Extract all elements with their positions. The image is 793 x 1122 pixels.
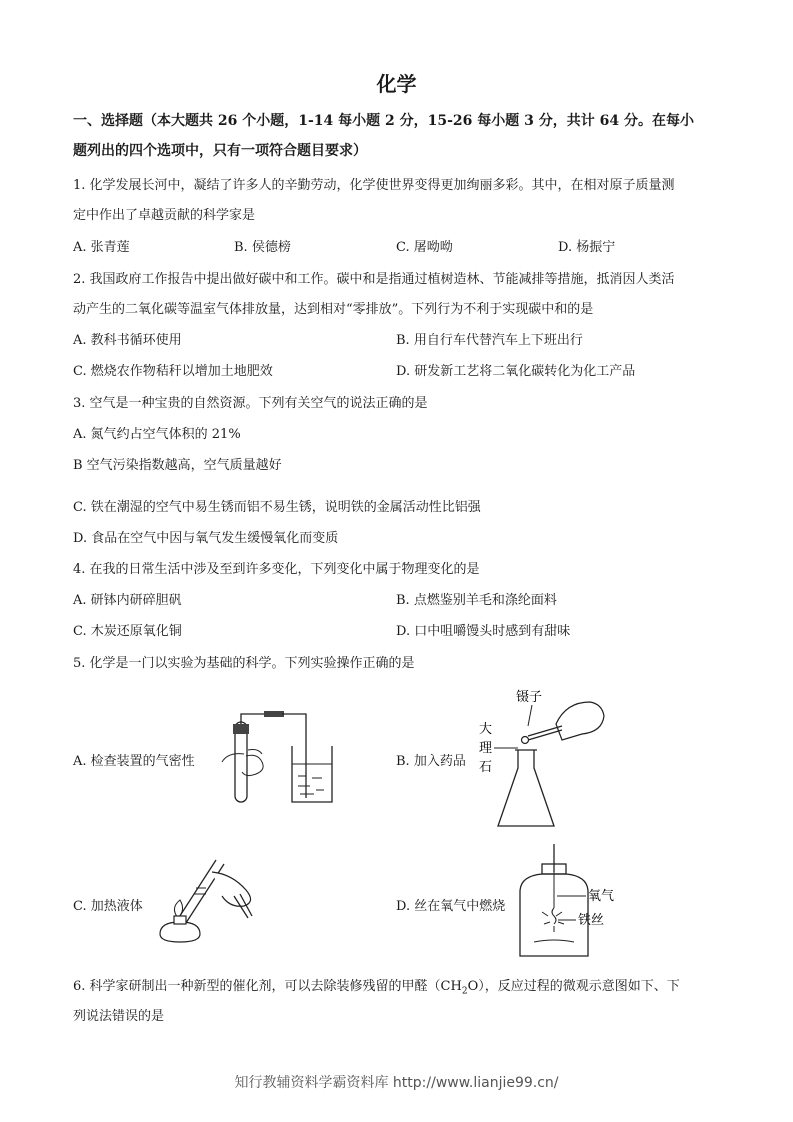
q3-option-c: C. 铁在潮湿的空气中易生锈而铝不易生锈，说明铁的金属活动性比铝强 (73, 500, 481, 515)
question-6-line1 (73, 975, 680, 997)
question-5-line1: 5. 化学是一门以实验为基础的科学。下列实验操作正确的是 (73, 656, 415, 671)
q6-text-pre: 6. 科学家研制出一种新型的催化剂，可以去除装修残留的甲醛（CH (73, 979, 462, 994)
question-4-line1: 4. 在我的日常生活中涉及至到许多变化，下列变化中属于物理变化的是 (73, 562, 480, 577)
q4-option-d: D. 口中咀嚼馒头时感到有甜味 (396, 624, 571, 639)
label-iron-wire: 铁丝 (578, 913, 605, 928)
q2-option-c: C. 燃烧农作物秸秆以增加土地肥效 (73, 364, 273, 379)
q6-text-sub: 2 (461, 986, 468, 997)
q2-option-b: B. 用自行车代替汽车上下班出行 (396, 333, 583, 348)
q3-option-b: B 空气污染指数越高，空气质量越好 (73, 458, 282, 473)
q3-option-a: A. 氮气约占空气体积的 21% (73, 427, 241, 442)
figure-iron-burning (512, 842, 642, 962)
label-oxygen: 氧气 (588, 889, 615, 904)
q5-option-d: D. 丝在氧气中燃烧 (396, 899, 506, 914)
question-2-line2: 动产生的二氧化碳等温室气体排放量，达到相对“零排放”。下列行为不利于实现碳中和的是 (73, 302, 594, 317)
question-2-line1: 2. 我国政府工作报告中提出做好碳中和工作。碳中和是指通过植树造林、节能减排等措施，抵消因人类活 (73, 272, 675, 287)
section-heading-line2: 题列出的四个选项中，只有一项符合题目要求） (73, 143, 367, 159)
label-marble-1: 大 (479, 722, 493, 737)
q2-option-d: D. 研发新工艺将二氧化碳转化为化工产品 (396, 364, 636, 379)
q5-option-b: B. 加入药品 (396, 754, 466, 769)
q4-option-a: A. 研钵内研碎胆矾 (73, 593, 182, 608)
q1-option-a: A. 张青莲 (73, 240, 130, 255)
question-3-line1: 3. 空气是一种宝贵的自然资源。下列有关空气的说法正确的是 (73, 396, 428, 411)
label-marble-2: 理 (479, 741, 493, 756)
q1-option-d: D. 杨振宁 (558, 240, 616, 255)
q1-option-c: C. 屠呦呦 (396, 240, 453, 255)
figure-heating-liquid (150, 852, 260, 952)
figure-adding-reagent (470, 686, 610, 836)
label-marble-3: 石 (479, 760, 493, 775)
section-heading-line1: 一、选择题（本大题共 26 个小题，1-14 每小题 2 分，15-26 每小题 3 分，共计 64 分。在每小 (73, 113, 694, 129)
question-1-line2: 定中作出了卓越贡献的科学家是 (73, 208, 256, 223)
q5-option-a: A. 检查装置的气密性 (73, 754, 195, 769)
label-tweezers: 镊子 (516, 690, 543, 705)
q4-option-b: B. 点燃鉴别羊毛和涤纶面料 (396, 593, 557, 608)
q5-option-c: C. 加热液体 (73, 899, 143, 914)
q3-option-d: D. 食品在空气中因与氧气发生缓慢氧化而变质 (73, 531, 339, 546)
question-6-line2: 列说法错误的是 (73, 1009, 165, 1024)
footer-watermark: 知行教辅资料学霸资料库 http://www.lianjie99.cn/ (234, 1075, 559, 1091)
q6-text-post: O），反应过程的微观示意图如下、下 (467, 979, 680, 994)
question-1-line1: 1. 化学发展长河中，凝结了许多人的辛勤劳动，化学使世界变得更加绚丽多彩。其中，在相对原子质量测 (73, 178, 675, 193)
figure-airtightness-check (208, 706, 338, 806)
q2-option-a: A. 教科书循环使用 (73, 333, 182, 348)
q1-option-b: B. 侯德榜 (234, 240, 291, 255)
page-title: 化学 (376, 72, 417, 96)
q4-option-c: C. 木炭还原氧化铜 (73, 624, 182, 639)
